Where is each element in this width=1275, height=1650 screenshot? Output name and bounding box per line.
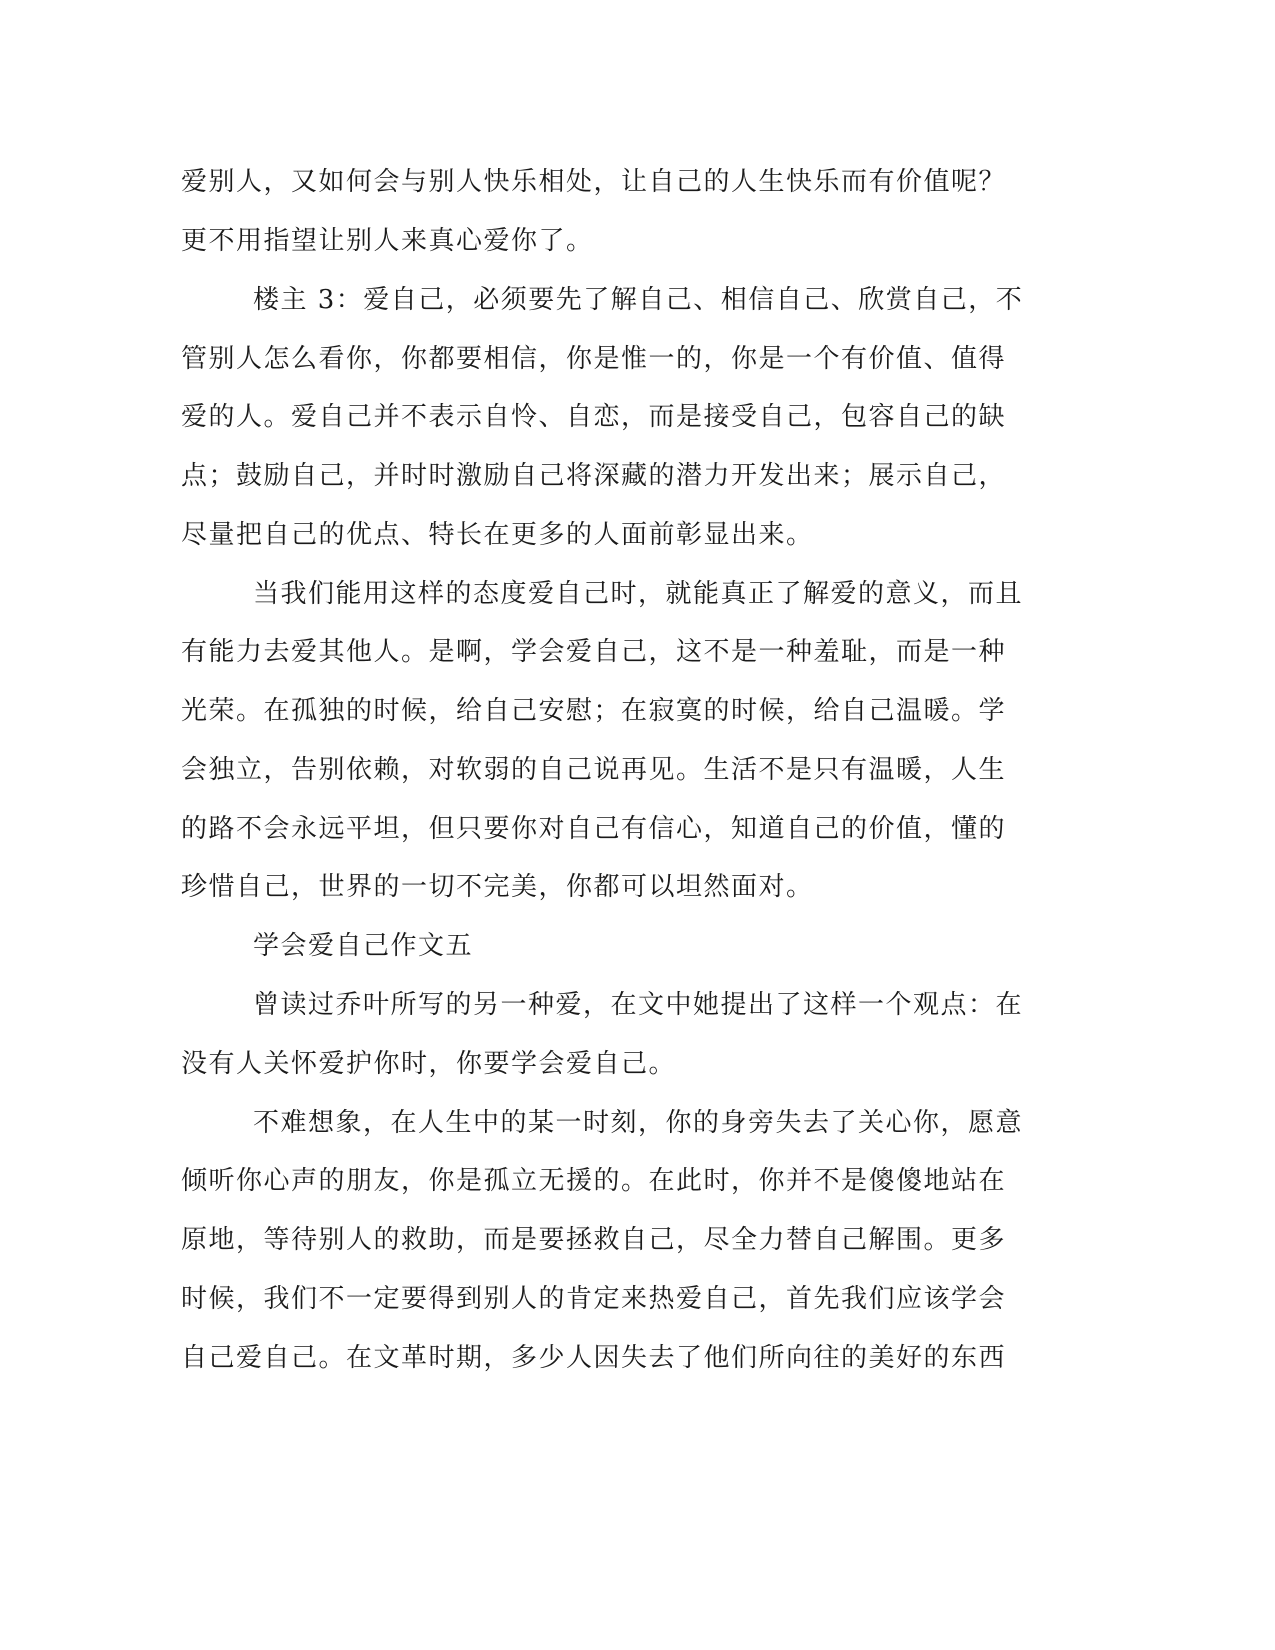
text-line: 自己爱自己。在文革时期，多少人因失去了他们所向往的美好的东西 <box>181 1343 1007 1373</box>
text-line: 尽量把自己的优点、特长在更多的人面前彰显出来。 <box>181 520 814 550</box>
text-line: 曾读过乔叶所写的另一种爱，在文中她提出了这样一个观点：在 <box>253 990 1024 1020</box>
text-line: 不难想象，在人生中的某一时刻，你的身旁失去了关心你，愿意 <box>253 1108 1024 1138</box>
text-line: 倾听你心声的朋友，你是孤立无援的。在此时，你并不是傻傻地站在 <box>181 1166 1007 1196</box>
text-line: 爱的人。爱自己并不表示自怜、自恋，而是接受自己，包容自己的缺 <box>181 402 1007 432</box>
text-line: 管别人怎么看你，你都要相信，你是惟一的，你是一个有价值、值得 <box>181 344 1007 374</box>
text-line: 爱别人，又如何会与别人快乐相处，让自己的人生快乐而有价值呢？ <box>181 167 1007 197</box>
section-heading: 学会爱自己作文五 <box>253 931 474 961</box>
text-line: 会独立，告别依赖，对软弱的自己说再见。生活不是只有温暖，人生 <box>181 755 1007 785</box>
text-line: 楼主 3：爱自己，必须要先了解自己、相信自己、欣赏自己，不 <box>253 285 1024 315</box>
text-line: 时候，我们不一定要得到别人的肯定来热爱自己，首先我们应该学会 <box>181 1284 1007 1314</box>
text-line: 当我们能用这样的态度爱自己时，就能真正了解爱的意义，而且 <box>253 579 1024 609</box>
text-line: 珍惜自己，世界的一切不完美，你都可以坦然面对。 <box>181 872 814 902</box>
text-line: 的路不会永远平坦，但只要你对自己有信心，知道自己的价值，懂的 <box>181 814 1007 844</box>
text-line: 更不用指望让别人来真心爱你了。 <box>181 226 594 256</box>
text-line: 光荣。在孤独的时候，给自己安慰；在寂寞的时候，给自己温暖。学 <box>181 696 1007 726</box>
text-line: 点；鼓励自己，并时时激励自己将深藏的潜力开发出来；展示自己， <box>181 461 1007 491</box>
text-line: 没有人关怀爱护你时，你要学会爱自己。 <box>181 1049 677 1079</box>
text-line: 有能力去爱其他人。是啊，学会爱自己，这不是一种羞耻，而是一种 <box>181 637 1007 667</box>
text-line: 原地，等待别人的救助，而是要拯救自己，尽全力替自己解围。更多 <box>181 1225 1007 1255</box>
